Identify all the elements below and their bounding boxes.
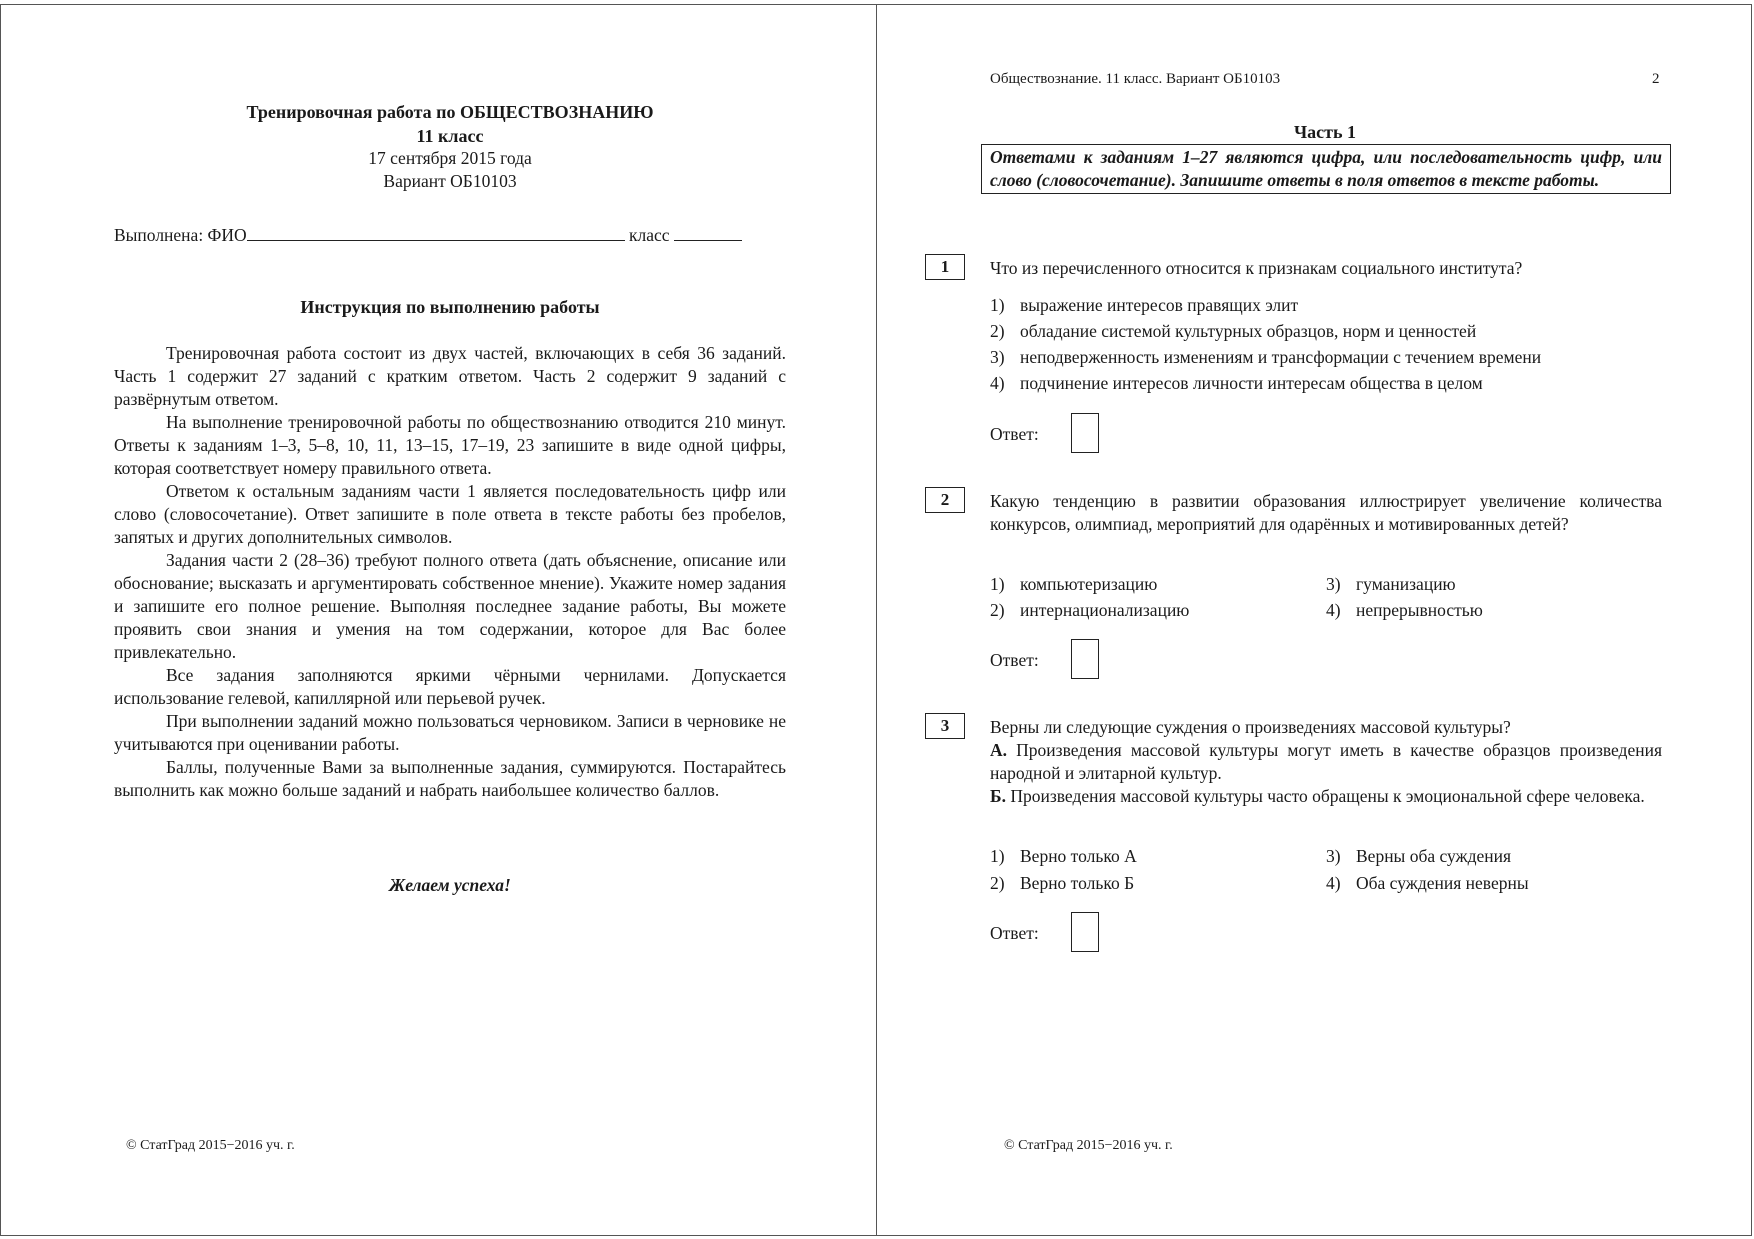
q2-answer-label: Ответ: bbox=[990, 650, 1039, 670]
q1-answer-label: Ответ: bbox=[990, 424, 1039, 444]
part-note: Ответами к заданиям 1–27 являются цифра, или последовательность цифр, или слово (словосочетание). Запишите ответы в поля ответов в тексте работы. bbox=[981, 144, 1671, 194]
option-text: Верно только А bbox=[1020, 846, 1137, 866]
part-title: Часть 1 bbox=[1293, 122, 1357, 142]
instruction-paragraph: Баллы, полученные Вами за выполненные задания, суммируются. Постарайтесь выполнить как можно больше заданий и набрать наибольшее количество баллов. bbox=[114, 757, 786, 800]
option-text: подчинение интересов личности интересам общества в целом bbox=[1020, 373, 1483, 393]
doc-date: 17 сентября 2015 года bbox=[368, 148, 532, 168]
question-1-text: Что из перечисленного относится к признакам социального института? bbox=[990, 258, 1523, 278]
statement-a-text: Произведения массовой культуры могут иметь в качестве образцов произведения народной и элитарной культур. bbox=[990, 740, 1662, 783]
option-number: 3) bbox=[1326, 846, 1341, 866]
option-number: 3) bbox=[990, 347, 1005, 367]
q3-answer-label: Ответ: bbox=[990, 923, 1039, 943]
instruction-paragraph: Ответом к остальным заданиям части 1 является последовательность цифр или слово (словосочетание). Ответ запишите в поле ответа в тексте работы без пробелов, запятых и других дополнительных символов. bbox=[114, 481, 786, 547]
fio-field[interactable] bbox=[247, 222, 625, 241]
q3-option bbox=[990, 872, 1134, 895]
doc-grade: 11 класс bbox=[416, 126, 484, 146]
instruction-body bbox=[114, 342, 786, 802]
q3-statement-a bbox=[990, 739, 1662, 785]
instruction-heading: Инструкция по выполнению работы bbox=[300, 297, 600, 317]
option-number: 2) bbox=[990, 873, 1005, 893]
option-text: непрерывностью bbox=[1356, 600, 1483, 620]
class-field[interactable] bbox=[674, 222, 742, 241]
q3-option bbox=[1326, 872, 1529, 895]
option-number: 3) bbox=[1326, 574, 1341, 594]
closing-wish: Желаем успеха! bbox=[389, 875, 511, 895]
option-text: гуманизацию bbox=[1356, 574, 1456, 594]
statement-b-text: Произведения массовой культуры часто обращены к эмоциональной сфере человека. bbox=[1010, 786, 1645, 806]
q1-option bbox=[990, 346, 1541, 369]
option-number: 1) bbox=[990, 295, 1005, 315]
option-number: 2) bbox=[990, 321, 1005, 341]
option-number: 1) bbox=[990, 846, 1005, 866]
q2-option bbox=[1326, 573, 1456, 596]
q2-option bbox=[990, 573, 1157, 596]
q3-option bbox=[1326, 845, 1511, 868]
q3-statement-b bbox=[990, 785, 1662, 808]
question-2-number: 2 bbox=[925, 487, 965, 513]
option-text: неподверженность изменениям и трансформации с течением времени bbox=[1020, 347, 1542, 367]
class-label: класс bbox=[629, 225, 670, 245]
q2-option bbox=[1326, 599, 1483, 622]
left-footer: © СтатГрад 2015−2016 уч. г. bbox=[126, 1138, 295, 1153]
option-number: 1) bbox=[990, 574, 1005, 594]
instruction-paragraph: Все задания заполняются яркими чёрными чернилами. Допускается использование гелевой, капиллярной или перьевой ручек. bbox=[114, 665, 786, 708]
q1-option bbox=[990, 320, 1476, 343]
page-header: Обществознание. 11 класс. Вариант ОБ10103 bbox=[990, 71, 1281, 87]
instruction-paragraph: При выполнении заданий можно пользоваться черновиком. Записи в черновике не учитываются при оценивании работы. bbox=[114, 711, 786, 754]
option-text: интернационализацию bbox=[1020, 600, 1190, 620]
instruction-paragraph: На выполнение тренировочной работы по обществознанию отводится 210 минут. Ответы к заданиям 1–3, 5–8, 10, 11, 13–15, 17–19, 23 запишите в виде одной цифры, которая соответствует номеру правильного ответа. bbox=[114, 412, 786, 478]
q1-option bbox=[990, 294, 1298, 317]
q2-option bbox=[990, 599, 1189, 622]
q2-answer-box[interactable] bbox=[1071, 639, 1099, 679]
right-footer: © СтатГрад 2015−2016 уч. г. bbox=[1004, 1138, 1173, 1153]
doc-title: Тренировочная работа по ОБЩЕСТВОЗНАНИЮ bbox=[246, 102, 654, 122]
option-text: обладание системой культурных образцов, норм и ценностей bbox=[1020, 321, 1477, 341]
option-text: выражение интересов правящих элит bbox=[1020, 295, 1299, 315]
fio-line bbox=[114, 222, 742, 247]
option-number: 4) bbox=[1326, 600, 1341, 620]
q1-option bbox=[990, 372, 1483, 395]
page-number: 2 bbox=[1652, 71, 1660, 87]
question-3-text: Верны ли следующие суждения о произведениях массовой культуры? bbox=[990, 717, 1511, 737]
option-text: компьютеризацию bbox=[1020, 574, 1158, 594]
option-text: Верны оба суждения bbox=[1356, 846, 1512, 866]
question-3-number: 3 bbox=[925, 713, 965, 739]
option-number: 4) bbox=[1326, 873, 1341, 893]
instruction-paragraph: Тренировочная работа состоит из двух частей, включающих в себя 36 заданий. Часть 1 содержит 27 заданий с кратким ответом. Часть 2 содержит 9 заданий с развёрнутым ответом. bbox=[114, 343, 786, 409]
option-number: 4) bbox=[990, 373, 1005, 393]
fio-label: Выполнена: ФИО bbox=[114, 225, 247, 245]
option-text: Верно только Б bbox=[1020, 873, 1135, 893]
q3-option bbox=[990, 845, 1137, 868]
option-text: Оба суждения неверны bbox=[1356, 873, 1529, 893]
option-number: 2) bbox=[990, 600, 1005, 620]
instruction-paragraph: Задания части 2 (28–36) требуют полного ответа (дать объяснение, описание или обоснование; высказать и аргументировать собственное мнение). Укажите номер задания и запишите его полное решение. Выполняя последнее задание работы, Вы можете проявить свои знания и умения на том содержании, которое для Вас более привлекательно. bbox=[114, 550, 786, 662]
question-1-number: 1 bbox=[925, 254, 965, 280]
page-divider bbox=[876, 4, 877, 1236]
question-2-text: Какую тенденцию в развитии образования иллюстрирует увеличение количества конкурсов, олимпиад, мероприятий для одарённых и мотивированных детей? bbox=[990, 491, 1662, 534]
q1-answer-box[interactable] bbox=[1071, 413, 1099, 453]
doc-variant: Вариант ОБ10103 bbox=[383, 171, 517, 191]
statement-a-label: А. bbox=[990, 740, 1008, 760]
statement-b-label: Б. bbox=[990, 786, 1006, 806]
q3-answer-box[interactable] bbox=[1071, 912, 1099, 952]
